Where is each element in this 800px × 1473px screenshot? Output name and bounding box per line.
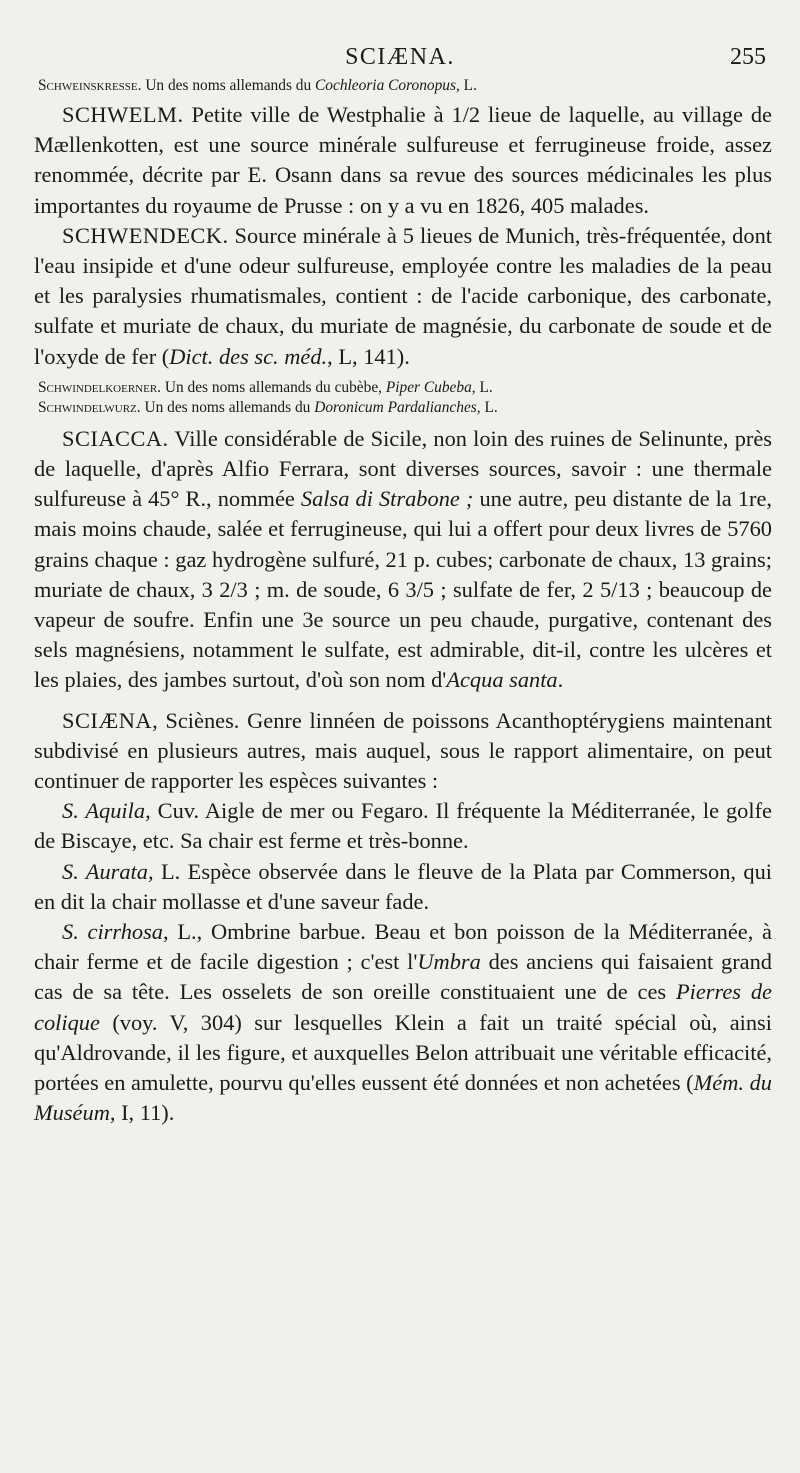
entry-italic: Acqua santa (446, 667, 558, 693)
entry-italic: Dict. des sc. méd. (169, 343, 328, 369)
entry-text: , I, 11). (109, 1100, 175, 1126)
entry-headword: SCIACCA. (62, 425, 169, 451)
entry-text: Ville considérable de Sicile, non loin des ruines de Selinunte, près de laquelle, d'après Alfio Ferrara, sont diverses sources, savoir : une thermale sulfureuse à 45° R., nommée (34, 425, 772, 512)
entry-text: une autre, peu distante de la 1re, mais moins chaude, salée et ferrugineuse, qui lui a offert pour deux livres de 5760 grains chaque : gaz hydrogène sulfuré, 21 p. cubes; carbonate de chaux, 13 grains; muriate de chaux, 3 2/3 ; m. de soude, 6 3/5 ; sulfate de fer, 2 5/13 ; beaucoup de vapeur de soufre. Enfin une 3e source un peu chaude, purgative, contenant des sels magnésiens, notamment le sulfate, est admirable, dit-il, contre les ulcères et les plaies, des jambes surtout, d'où son nom d' (34, 486, 773, 693)
entry-schweinskresse (34, 76, 772, 96)
entry-text: Un des noms allemands du cubèbe, (161, 378, 386, 396)
entry-italic: Piper Cubeba (385, 378, 472, 396)
entry-headword: SCHWELM. (62, 102, 184, 127)
entry-text: , Sciènes. Genre linnéen de poissons Acanthoptérygiens maintenant subdivisé en plusieurs autres, mais auquel, sous le rapport alimentaire, on peut continuer de rapporter les espèces suivantes : (34, 707, 772, 794)
entry-text: , L. (476, 398, 498, 416)
entry-text: , L., Ombrine barbue. Beau et bon poisson de la Méditerranée, à chair ferme et de facile digestion ; c'est l' (34, 919, 772, 975)
page-number: 255 (730, 44, 766, 70)
entry-schwindelwurz (34, 398, 772, 418)
entry-italic: Salsa di Strabone ; (300, 486, 474, 512)
entry-headword: Schweinskresse. (38, 77, 142, 94)
entry-sciacca (34, 424, 772, 696)
entry-headword: Schwindelwurz. (38, 398, 141, 416)
entry-headword: SCHWENDECK. (62, 222, 229, 248)
running-title: SCIÆNA. (345, 44, 455, 70)
entry-italic: Umbra (417, 949, 481, 975)
entry-text: . (557, 667, 564, 693)
entry-text: des anciens qui faisaient grand cas de sa tête. Les osselets de son oreille constituaient une de ces (34, 949, 772, 1005)
entry-text: Cuv. Aigle de mer ou Fegaro. Il fréquente la Méditerranée, le golfe de Biscaye, etc. Sa chair est ferme et très-bonne. (34, 798, 772, 854)
entry-s-aurata (34, 857, 772, 917)
entry-schwelm (34, 100, 772, 221)
entry-text: , L. (455, 77, 477, 94)
entry-schwendeck (34, 221, 772, 372)
entry-headword: SCIÆNA (62, 707, 153, 733)
entry-text: Un des noms allemands du (140, 398, 315, 416)
entry-text: , L. (471, 378, 493, 396)
entry-text: L. Espèce observée dans le fleuve de la Plata par Commerson, qui en dit la chair mollasse et d'une saveur fade. (34, 858, 772, 914)
species-name: S. Aquila, (62, 798, 151, 824)
entry-headword: Schwindelkoerner. (38, 378, 162, 396)
entry-text: (voy. V, 304) sur lesquelles Klein a fait un traité spécial où, ainsi qu'Aldrovande, il les figure, et auxquelles Belon attribuait une véritable efficacité, portées en amulette, pourvu qu'elles eussent été données et non achetées ( (34, 1009, 772, 1096)
species-name: S. Aurata, (62, 858, 154, 884)
page-header (0, 44, 800, 80)
dictionary-body (34, 76, 772, 1129)
entry-s-cirrhosa (34, 917, 772, 1128)
entry-text: Source minérale à 5 lieues de Munich, très-fréquentée, dont l'eau insipide et d'une odeur sulfureuse, employée contre les maladies de la peau et les paralysies rhumatismales, contient : de l'acide carbonique, des carbonate, sulfate et muriate de chaux, du muriate de magnésie, du carbonate de soude et de l'oxyde de fer ( (34, 222, 772, 369)
entry-italic: Cochleoria Coronopus (315, 77, 456, 94)
entry-italic: Doronicum Pardalianches (314, 398, 477, 416)
entry-text: Petite ville de Westphalie à 1/2 lieue de laquelle, au village de Mællenkotten, est une source minérale sulfureuse et ferrugineuse froide, assez renommée, décrite par E. Osann dans sa revue des sources médicinales les plus importantes du royaume de Prusse : on y a vu en 1826, 405 malades. (34, 102, 772, 218)
entry-text: Un des noms allemands du (141, 77, 316, 94)
entry-s-aquila (34, 796, 772, 856)
entry-italic: Pierres de colique (34, 979, 772, 1035)
species-name: S. cirrhosa (62, 919, 164, 945)
entry-sciaena (34, 706, 772, 797)
entry-italic: Mém. du Muséum (34, 1070, 772, 1126)
entry-text: , L, 141). (327, 343, 410, 369)
entry-schwindelkoerner (34, 378, 772, 398)
